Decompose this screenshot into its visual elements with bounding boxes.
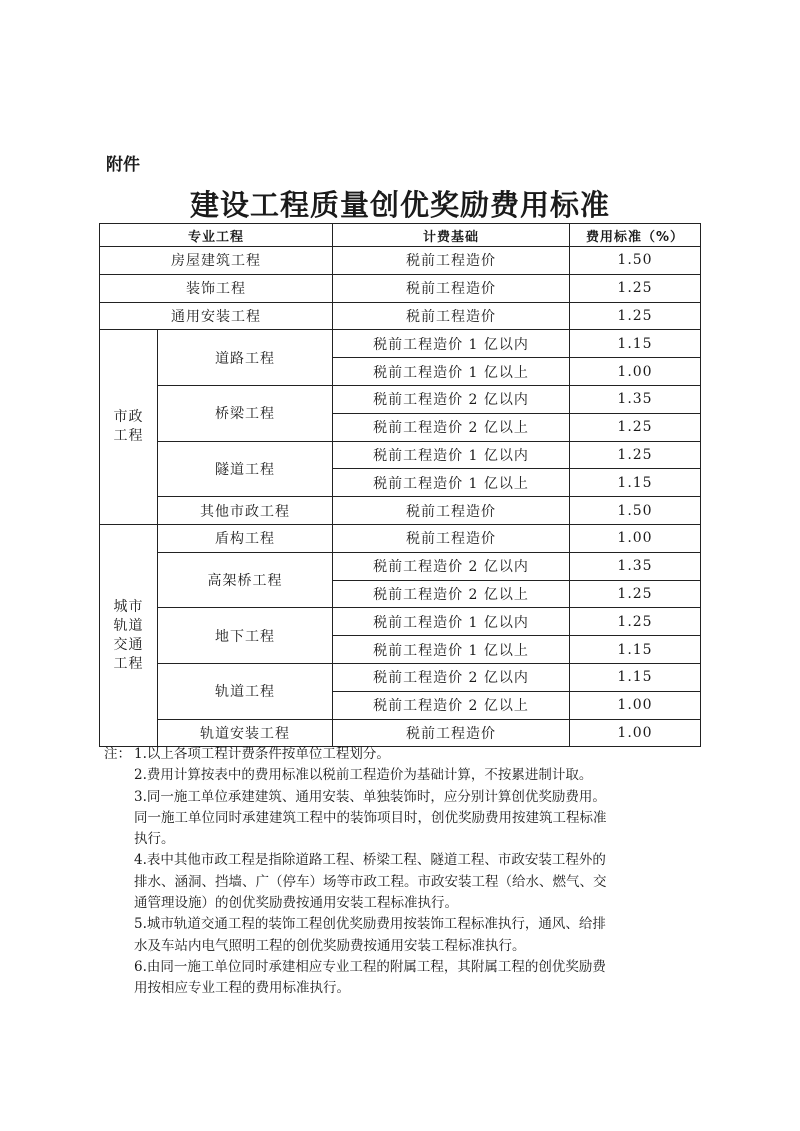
note-line: 6.由同一施工单位同时承建相应专业工程的附属工程，其附属工程的创优奖励费 (134, 958, 606, 975)
table-row (100, 608, 701, 636)
fee-rate: 1.50 (570, 247, 701, 275)
group-label-rail-transit: 城市 轨道 交通 工程 (100, 524, 158, 746)
table-row (100, 274, 701, 302)
project-name: 房屋建筑工程 (100, 247, 333, 275)
note-line: 执行。 (134, 831, 175, 848)
fee-rate: 1.00 (570, 691, 701, 719)
project-name: 地下工程 (158, 608, 333, 664)
fee-rate: 1.15 (570, 330, 701, 358)
fee-rate: 1.25 (570, 441, 701, 469)
fee-rate: 1.50 (570, 497, 701, 525)
fee-rate: 1.15 (570, 469, 701, 497)
page-title: 建设工程质量创优奖励费用标准 (189, 188, 610, 222)
fee-basis: 税前工程造价 2 亿以内 (333, 663, 570, 691)
note-line: 排水、涵洞、挡墙、广（停车）场等市政工程。市政安装工程（给水、燃气、交 (134, 873, 607, 890)
fee-basis: 税前工程造价 1 亿以内 (333, 441, 570, 469)
fee-basis: 税前工程造价 1 亿以上 (333, 358, 570, 386)
note-line: 2.费用计算按表中的费用标准以税前工程造价为基础计算，不按累进制计取。 (134, 767, 593, 784)
project-name: 其他市政工程 (158, 497, 333, 525)
table-row (100, 552, 701, 580)
fee-rate: 1.25 (570, 302, 701, 330)
fee-basis: 税前工程造价 2 亿以上 (333, 413, 570, 441)
header-category: 专业工程 (100, 224, 333, 247)
table-row (100, 663, 701, 691)
fee-basis: 税前工程造价 (333, 497, 570, 525)
fee-rate: 1.25 (570, 608, 701, 636)
fee-basis: 税前工程造价 2 亿以内 (333, 385, 570, 413)
project-name: 高架桥工程 (158, 552, 333, 608)
table-row (100, 524, 701, 552)
table-row (100, 330, 701, 358)
note-line: 3.同一施工单位承建建筑、通用安装、单独装饰时，应分别计算创优奖励费用。 (134, 788, 606, 805)
note-line: 通管理设施）的创优奖励费按通用安装工程标准执行。 (134, 895, 458, 912)
fee-basis: 税前工程造价 2 亿以内 (333, 552, 570, 580)
fee-rate: 1.15 (570, 663, 701, 691)
table-row (100, 497, 701, 525)
table-row (100, 441, 701, 469)
fee-rate: 1.00 (570, 524, 701, 552)
note-line: 4.表中其他市政工程是指除道路工程、桥梁工程、隧道工程、市政安装工程外的 (134, 852, 606, 869)
notes-section (104, 744, 704, 1000)
attachment-label: 附件 (106, 155, 140, 175)
project-name: 轨道工程 (158, 663, 333, 719)
table-header-row (100, 224, 701, 247)
group-label-municipal: 市政 工程 (100, 330, 158, 525)
fee-basis: 税前工程造价 1 亿以内 (333, 330, 570, 358)
fee-rate: 1.15 (570, 636, 701, 664)
header-rate: 费用标准（%） (570, 224, 701, 247)
project-name: 通用安装工程 (100, 302, 333, 330)
fee-basis: 税前工程造价 (333, 524, 570, 552)
fee-basis: 税前工程造价 (333, 302, 570, 330)
fee-rate: 1.35 (570, 385, 701, 413)
note-line: 同一施工单位同时承建建筑工程中的装饰项目时，创优奖励费用按建筑工程标准 (134, 809, 607, 826)
fee-basis: 税前工程造价 (333, 719, 570, 747)
fee-standard-table (99, 223, 701, 747)
fee-rate: 1.00 (570, 358, 701, 386)
note-line: 1.以上各项工程计费条件按单位工程划分。 (134, 746, 390, 762)
fee-rate: 1.25 (570, 274, 701, 302)
fee-rate: 1.00 (570, 719, 701, 747)
fee-basis: 税前工程造价 1 亿以内 (333, 608, 570, 636)
note-line: 5.城市轨道交通工程的装饰工程创优奖励费用按装饰工程标准执行，通风、给排 (134, 916, 606, 933)
header-basis: 计费基础 (333, 224, 570, 247)
table-row (100, 247, 701, 275)
table-row (100, 385, 701, 413)
fee-basis: 税前工程造价 (333, 274, 570, 302)
fee-basis: 税前工程造价 2 亿以上 (333, 580, 570, 608)
fee-rate: 1.25 (570, 413, 701, 441)
project-name: 装饰工程 (100, 274, 333, 302)
note-line: 用按相应专业工程的费用标准执行。 (134, 980, 350, 997)
project-name: 轨道安装工程 (158, 719, 333, 747)
project-name: 桥梁工程 (158, 385, 333, 441)
project-name: 隧道工程 (158, 441, 333, 497)
fee-basis: 税前工程造价 1 亿以上 (333, 636, 570, 664)
table-row (100, 719, 701, 747)
table-row (100, 302, 701, 330)
notes-prefix: 注： (104, 746, 131, 762)
fee-rate: 1.25 (570, 580, 701, 608)
fee-basis: 税前工程造价 2 亿以上 (333, 691, 570, 719)
project-name: 道路工程 (158, 330, 333, 386)
note-line: 水及车站内电气照明工程的创优奖励费按通用安装工程标准执行。 (134, 937, 526, 954)
fee-basis: 税前工程造价 (333, 247, 570, 275)
fee-rate: 1.35 (570, 552, 701, 580)
fee-basis: 税前工程造价 1 亿以上 (333, 469, 570, 497)
project-name: 盾构工程 (158, 524, 333, 552)
